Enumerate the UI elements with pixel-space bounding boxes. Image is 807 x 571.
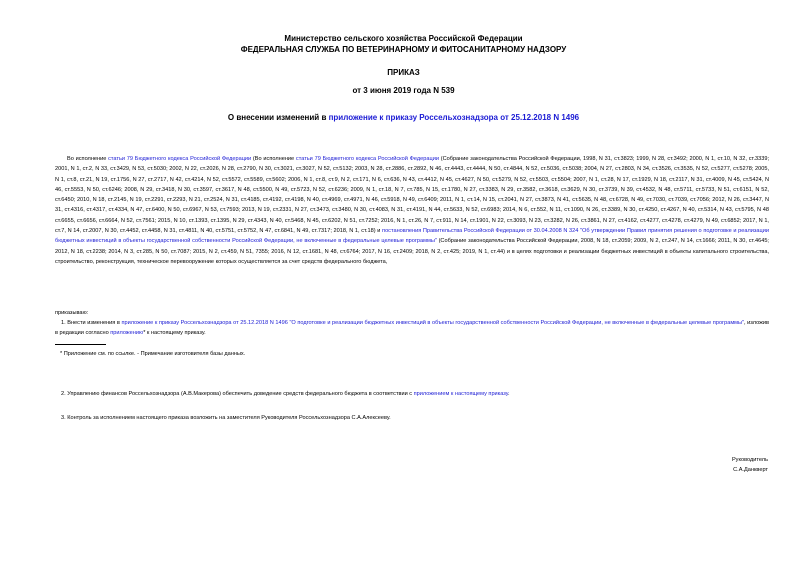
ministry-name: Министерство сельского хозяйства Российской Федерации <box>284 34 523 43</box>
document-title <box>0 113 807 123</box>
government-decree-link[interactable]: постановления Правительства Российской Федерации от 30.04.2008 N 324 "Об утверждении Правил принятия решения о подготовке и реализации бюджетных инвестиций в объекты государственной собственности Российской Федерации, не включенные в федеральные целевые программы" <box>55 228 769 245</box>
preamble-text-2: (Во исполнение <box>251 156 296 162</box>
order-word: приказываю: <box>55 310 89 316</box>
signature-role: Руководитель <box>731 457 768 463</box>
footnote-divider <box>55 344 106 345</box>
appendix-order-link[interactable]: приложение к приказу Россельхознадзора от 25.12.2018 N 1496 "О подготовке и реализации бюджетных инвестиций в объекты государственной собственности Российской Федерации, не включенные в федеральные целевые программы" <box>121 320 745 326</box>
item-1-paragraph <box>55 318 769 339</box>
appendix-link[interactable]: приложению <box>110 330 144 337</box>
document-date-number: от 3 июня 2019 года N 539 <box>352 86 455 95</box>
document-type: ПРИКАЗ <box>387 68 420 77</box>
title-prefix: О внесении изменений в <box>227 113 329 122</box>
signature-block <box>732 455 768 475</box>
service-name: ФЕДЕРАЛЬНАЯ СЛУЖБА ПО ВЕТЕРИНАРНОМУ И ФИТОСАНИТАРНОМУ НАДЗОРУ <box>240 45 567 54</box>
item-1-text-1: 1. Внести изменения в <box>61 320 122 326</box>
item-1-text-2: , изложив в редакции согласно <box>55 320 769 337</box>
budget-code-link-1[interactable]: статьи 79 Бюджетного кодекса Российской Федерации <box>108 156 252 162</box>
title-order-link[interactable]: приложение к приказу Россельхознадзора от 25.12.2018 N 1496 <box>328 113 580 122</box>
item-2-paragraph <box>55 389 769 399</box>
footnote: * Приложение см. по ссылке. - Примечание изготовителя базы данных. <box>60 351 246 357</box>
item-1-text-3: * к настоящему приказу. <box>143 330 206 337</box>
preamble-text-1: Во исполнение <box>67 156 109 162</box>
item-2-text-1: 2. Управлению финансов Россельхознадзора (А.В.Макерова) обеспечить доведение средств федерального бюджета в соответствии с <box>61 391 414 397</box>
preamble-paragraph <box>55 154 769 267</box>
preamble-text-3: (Собрание законодательства Российской Федерации, 1998, N 31, ст.3823; 1999, N 28, ст.3492; 2000, N 1, ст.10, N 32, ст.3339; 2001, N 1, ст.2, N 33, ст.3429, N 53, ст.5030; 2002, N 22, ст.2026, N 28, ст.2790, N 30, ст.3021, ст.3027, N 52, ст.5132; 2003, N 28, ст.2886, ст.2892, N 46, ст.4443, ст.4444, N 50, ст.4844, N 52, ст.5036, ст.5038; 2004, N 27, ст.2803, N 34, ст.3526, ст.3535, N 52, ст.5277, ст.5278; 2005, N 1, ст.8, ст.21, N 19, ст.1756, N 27, ст.2717, N 42, ст.4214, N 52, ст.5572, ст.5589, ст.5602; 2006, N 1, ст.8, ст.9, N 2, ст.171, N 6, ст.636, N 43, ст.4412, N 45, ст.4627, N 50, ст.5279, N 52, ст.5503, ст.5504; 2007, N 1, ст.28, N 17, ст.1929, N 18, ст.2117, N 31, ст.4009, N 45, ст.5424, N 46, ст.5553, N 50, ст.6246; 2008, N 29, ст.3418, N 30, ст.3597, ст.3617, N 48, ст.5500, N 49, ст.5723, N 52, ст.6236; 2009, N 1, ст.18, N 7, ст.785, N 15, ст.1780, N 27, ст.3383, N 29, ст.3582, ст.3618, ст.3629, N 30, ст.3739, N 39, ст.4532, N 48, ст.5711, ст.5733, N 51, ст.6151, N 52, ст.6450; 2010, N 18, ст.2145, N 19, ст.2291, ст.2293, N 21, ст.2524, N 31, ст.4185, ст.4192, ст.4198, N 40, ст.4969, ст.4971, N 46, ст.5918, N 49, ст.6409; 2011, N 1, ст.14, N 15, ст.2041, N 27, ст.3873, N 41, ст.5635, N 48, ст.6728, N 49, ст.7030, ст.7039, ст.7056; 2012, N 26, ст.3447, N 31, ст.4316, ст.4317, ст.4334, N 47, ст.6400, N 50, ст.6967, N 53, ст.7593; 2013, N 19, ст.2331, N 27, ст.3473, ст.3480, N 30, ст.4083, N 31, ст.4191, N 44, ст.5633, N 52, ст.6983; 2014, N 6, ст.552, N 11, ст.1090, N 26, ст.3389, N 30, ст.4250, ст.4267, N 40, ст.5314, N 43, ст.5795, N 48 ст.6655, ст.6656, ст.6664, N 52, ст.7561; 2015, N 10, ст.1393, ст.1395, N 29, ст.4343, N 40, ст.5468, N 45, ст.6202, N 51, ст.7252; 2016, N 1, ст.26, N 7, ст.911, N 14, ст.1901, N 22, ст.3093, N 23, ст.3282, N 26, ст.3861, N 27, ст.4162, ст.4277, ст.4278, ст.4279, N 49, ст.6852; 2017, N 1, ст.7, N 14, ст.2007, N 30, ст.4452, ст.4458, N 31, ст.4811, N 40, ст.5751, ст.5752, N 47, ст.6841, N 49, ст.7317; 2018, N 1, ст.18) и <box>55 156 769 235</box>
item-3-paragraph: 3. Контроль за исполнением настоящего приказа возложить на заместителя Руководителя Россельхознадзора С.А.Алексееву. <box>61 415 391 421</box>
preamble-text-4: (Собрание законодательства Российской Федерации, 2008, N 18, ст.2059; 2009, N 2, ст.247, N 14, ст.1666; 2011, N 30, ст.4645; 2012, N 18, ст.2238; 2014, N 3, ст.285, N 50, ст.7087; 2015, N 2, ст.459, N 51, 7355; 2016, N 12, ст.1681, N 48, ст.6764; 2017, N 16, ст.2409; 2018, N 2, ст.425; 2019, N 1, ст.44) и в целях подготовки и реализации бюджетных инвестиций в объекты капитального строительства, строительство, реконструкция, техническое перевооружение которых осуществляется за счет средств федерального бюджета, <box>55 238 769 265</box>
appendix-order-link-2[interactable]: приложением к настоящему приказу <box>413 391 509 397</box>
item-2-text-2: . <box>508 391 510 397</box>
budget-code-link-2[interactable]: статьи 79 Бюджетного кодекса Российской Федерации <box>295 156 439 162</box>
signature-name: С.А.Данкверт <box>733 467 768 473</box>
